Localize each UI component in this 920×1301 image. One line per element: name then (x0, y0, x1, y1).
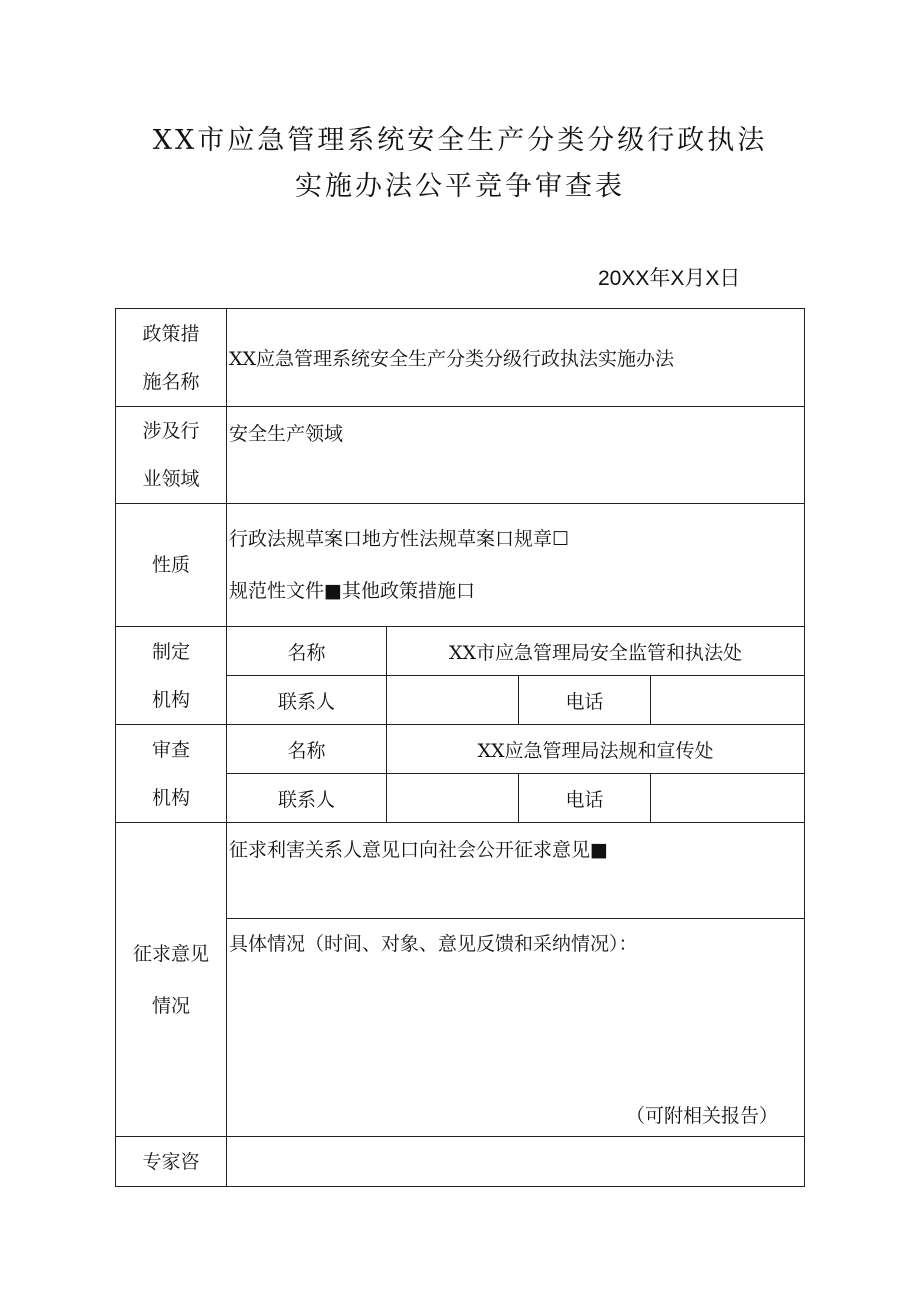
policy-name-label-line1: 政策措 (142, 322, 200, 345)
nature-options-line2: 规范性文件■其他政策措施口 (229, 580, 475, 602)
drafting-org-label-line2: 机构 (151, 688, 190, 711)
title-line-1: XX市应急管理系统安全生产分类分级行政执法 (152, 125, 768, 156)
nature-label: 性质 (116, 504, 227, 627)
drafting-org-contact-label: 联系人 (227, 676, 387, 725)
drafting-org-phone-field[interactable] (651, 676, 805, 725)
nature-options[interactable] (227, 504, 805, 627)
consultation-details-label: 具体情况（时间、对象、意见反馈和采纳情况）： (229, 933, 638, 955)
consultation-label-line2: 情况 (151, 994, 190, 1017)
review-org-name-label: 名称 (227, 725, 387, 774)
drafting-org-phone-label: 电话 (519, 676, 651, 725)
policy-name-label (116, 309, 227, 407)
review-form-table (115, 308, 805, 1187)
consultation-label (116, 823, 227, 1137)
row-industry (116, 407, 805, 504)
row-review-org-name (116, 725, 805, 774)
drafting-org-label-line1: 制定 (151, 640, 190, 663)
review-org-contact-field[interactable] (387, 774, 519, 823)
review-org-label-line1: 审查 (151, 738, 190, 761)
drafting-org-contact-field[interactable] (387, 676, 519, 725)
expert-value-field[interactable] (227, 1137, 805, 1187)
policy-name-label-line2: 施名称 (142, 370, 200, 393)
page-title (0, 118, 920, 210)
drafting-org-label (116, 627, 227, 725)
review-org-label (116, 725, 227, 823)
review-org-name-value[interactable]: XX应急管理局法规和宣传处 (387, 725, 805, 774)
policy-name-value[interactable]: XX应急管理系统安全生产分类分级行政执法实施办法 (227, 309, 805, 407)
consultation-methods[interactable]: 征求利害关系人意见口向社会公开征求意见■ (227, 823, 805, 919)
consultation-label-line1: 征求意见 (132, 942, 209, 965)
industry-label-line1: 涉及行 (142, 420, 200, 442)
title-line-2: 实施办法公平竞争审查表 (295, 171, 625, 202)
industry-value[interactable]: 安全生产领域 (227, 407, 805, 504)
review-org-label-line2: 机构 (151, 786, 190, 809)
expert-label: 专家咨 (116, 1137, 227, 1187)
row-policy-name (116, 309, 805, 407)
row-drafting-org-name (116, 627, 805, 676)
consultation-details[interactable] (227, 919, 805, 1137)
row-expert (116, 1137, 805, 1187)
industry-label-line2: 业领域 (142, 468, 200, 490)
review-org-phone-field[interactable] (651, 774, 805, 823)
drafting-org-name-label: 名称 (227, 627, 387, 676)
attachment-note: （可附相关报告） (625, 1105, 778, 1127)
nature-options-line1: 行政法规草案口地方性法规草案口规章☐ (229, 528, 570, 550)
industry-label (116, 407, 227, 504)
review-org-phone-label: 电话 (519, 774, 651, 823)
review-org-contact-label: 联系人 (227, 774, 387, 823)
document-date: 20XX年X月X日 (598, 267, 741, 290)
row-nature (116, 504, 805, 627)
row-consultation-methods (116, 823, 805, 919)
drafting-org-name-value[interactable]: XX市应急管理局安全监管和执法处 (387, 627, 805, 676)
